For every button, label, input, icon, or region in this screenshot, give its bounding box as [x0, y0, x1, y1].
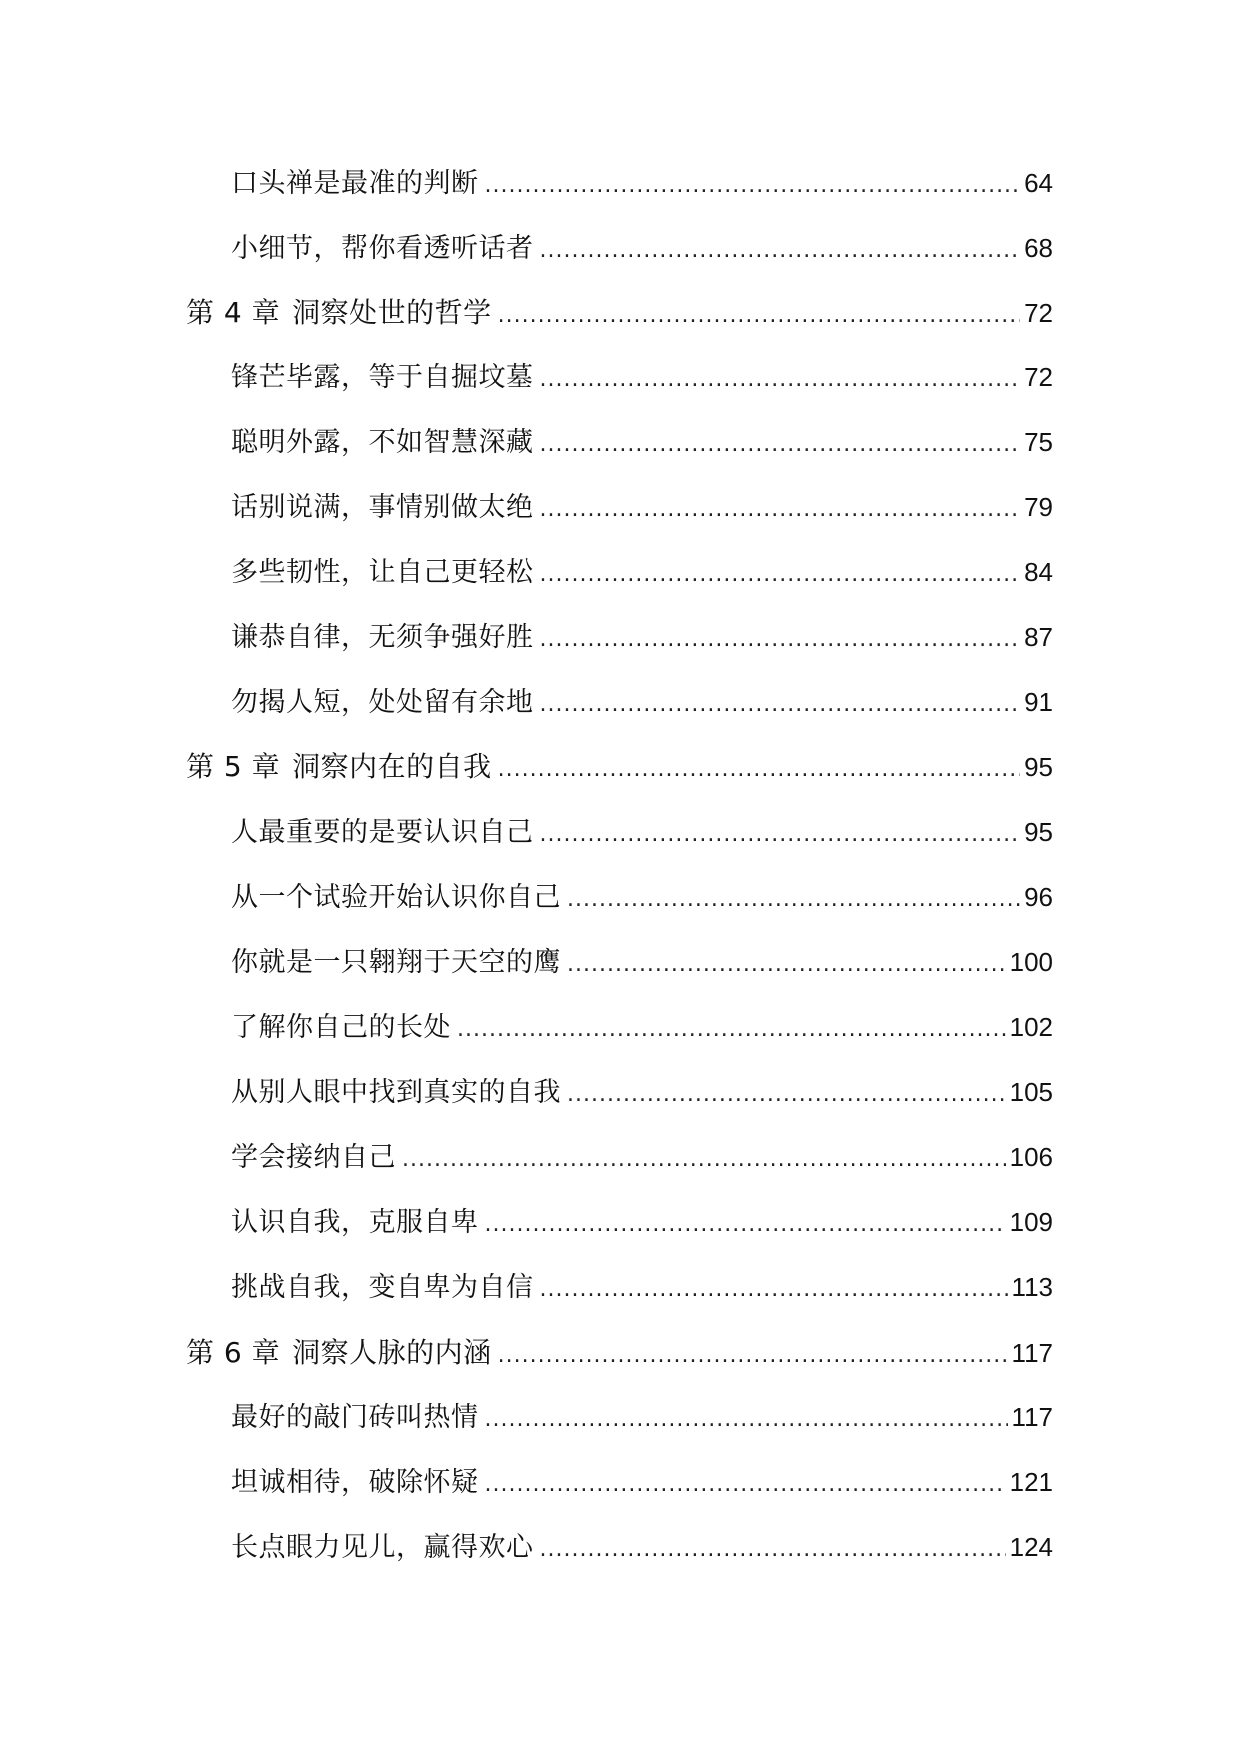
toc-entry-title: 勿揭人短，处处留有余地 [231, 687, 534, 718]
toc-entry-title: 多些韧性，让自己更轻松 [231, 557, 534, 588]
dot-leader [540, 685, 1021, 725]
toc-entry-section[interactable] [231, 1202, 1053, 1242]
dot-leader [498, 1336, 1008, 1376]
toc-entry-page: 64 [1024, 168, 1053, 198]
toc-entry-title: 认识自我，克服自卑 [231, 1207, 479, 1238]
toc-entry-page: 113 [1011, 1272, 1053, 1302]
dot-leader [402, 1140, 1006, 1180]
toc-entry-title: 挑战自我，变自卑为自信 [231, 1272, 534, 1303]
toc-entry-title: 学会接纳自己 [231, 1142, 396, 1173]
toc-entry-chapter[interactable] [186, 293, 1053, 333]
toc-entry-page: 75 [1024, 427, 1053, 457]
chapter-title: 洞察处世的哲学 [292, 296, 492, 329]
toc-entry-title: 口头禅是最准的判断 [231, 168, 479, 199]
toc-entry-title: 你就是一只翱翔于天空的鹰 [231, 947, 561, 978]
toc-entry-section[interactable] [231, 163, 1053, 203]
toc-entry-section[interactable] [231, 1462, 1053, 1502]
dot-leader [498, 750, 1020, 790]
dot-leader [540, 1530, 1006, 1570]
toc-entry-page: 117 [1011, 1402, 1053, 1432]
toc-entry-section[interactable] [231, 1397, 1053, 1437]
dot-leader [485, 1205, 1006, 1245]
toc-chapter-heading [186, 293, 492, 333]
toc-entry-page: 95 [1024, 752, 1053, 782]
dot-leader [540, 815, 1021, 855]
toc-entry-section[interactable] [231, 1267, 1053, 1307]
chapter-number: 第 6 章 [186, 1336, 281, 1369]
dot-leader [567, 945, 1006, 985]
toc-entry-page: 72 [1024, 298, 1053, 328]
chapter-title: 洞察内在的自我 [292, 750, 492, 783]
toc-entry-title: 坦诚相待，破除怀疑 [231, 1467, 479, 1498]
toc-entry-title: 谦恭自律，无须争强好胜 [231, 622, 534, 653]
toc-entry-section[interactable] [231, 1007, 1053, 1047]
chapter-title: 洞察人脉的内涵 [292, 1336, 492, 1369]
toc-entry-page: 87 [1024, 622, 1053, 652]
dot-leader [567, 880, 1020, 920]
toc-entry-page: 84 [1024, 557, 1053, 587]
dot-leader [567, 1075, 1006, 1115]
toc-entry-page: 102 [1009, 1012, 1053, 1042]
toc-entry-section[interactable] [231, 942, 1053, 982]
dot-leader [540, 360, 1021, 400]
toc-entry-section[interactable] [231, 552, 1053, 592]
toc-entry-title: 锋芒毕露，等于自掘坟墓 [231, 362, 534, 393]
toc-entry-page: 91 [1024, 687, 1053, 717]
toc-entry-section[interactable] [231, 1072, 1053, 1112]
toc-entry-page: 72 [1024, 362, 1053, 392]
toc-entry-page: 106 [1009, 1142, 1053, 1172]
toc-entry-section[interactable] [231, 228, 1053, 268]
toc-entry-page: 105 [1009, 1077, 1053, 1107]
toc-entry-section[interactable] [231, 357, 1053, 397]
chapter-number: 第 5 章 [186, 750, 281, 783]
toc-entry-page: 109 [1009, 1207, 1053, 1237]
toc-entry-section[interactable] [231, 877, 1053, 917]
toc-chapter-heading [186, 1333, 492, 1373]
toc-entry-title: 小细节，帮你看透听话者 [231, 233, 534, 264]
toc-entry-section[interactable] [231, 682, 1053, 722]
dot-leader [457, 1010, 1006, 1050]
toc-entry-page: 68 [1024, 233, 1053, 263]
toc-entry-title: 人最重要的是要认识自己 [231, 817, 534, 848]
toc-entry-section[interactable] [231, 812, 1053, 852]
chapter-number: 第 4 章 [186, 296, 281, 329]
dot-leader [540, 490, 1021, 530]
dot-leader [485, 166, 1021, 206]
toc-entry-title: 从一个试验开始认识你自己 [231, 882, 561, 913]
toc-entry-chapter[interactable] [186, 747, 1053, 787]
toc-entry-section[interactable] [231, 617, 1053, 657]
dot-leader [498, 296, 1020, 336]
dot-leader [540, 1270, 1008, 1310]
toc-entry-page: 95 [1024, 817, 1053, 847]
toc-entry-section[interactable] [231, 1527, 1053, 1567]
dot-leader [540, 231, 1021, 271]
toc-entry-title: 话别说满，事情别做太绝 [231, 492, 534, 523]
toc-entry-section[interactable] [231, 1137, 1053, 1177]
toc-entry-page: 117 [1011, 1338, 1053, 1368]
dot-leader [540, 620, 1021, 660]
toc-entry-page: 100 [1009, 947, 1053, 977]
dot-leader [540, 555, 1021, 595]
toc-entry-chapter[interactable] [186, 1333, 1053, 1373]
toc-entry-page: 124 [1009, 1532, 1053, 1562]
toc-entry-title: 长点眼力见儿，赢得欢心 [231, 1532, 534, 1563]
toc-chapter-heading [186, 747, 492, 787]
toc-entry-page: 79 [1024, 492, 1053, 522]
toc-entry-title: 从别人眼中找到真实的自我 [231, 1077, 561, 1108]
toc-entry-page: 121 [1009, 1467, 1053, 1497]
dot-leader [485, 1465, 1006, 1505]
dot-leader [485, 1400, 1008, 1440]
dot-leader [540, 425, 1021, 465]
toc-entry-title: 最好的敲门砖叫热情 [231, 1402, 479, 1433]
toc-entry-section[interactable] [231, 487, 1053, 527]
toc-entry-section[interactable] [231, 422, 1053, 462]
toc-entry-title: 了解你自己的长处 [231, 1012, 451, 1043]
toc-entry-title: 聪明外露，不如智慧深藏 [231, 427, 534, 458]
toc-entry-page: 96 [1024, 882, 1053, 912]
